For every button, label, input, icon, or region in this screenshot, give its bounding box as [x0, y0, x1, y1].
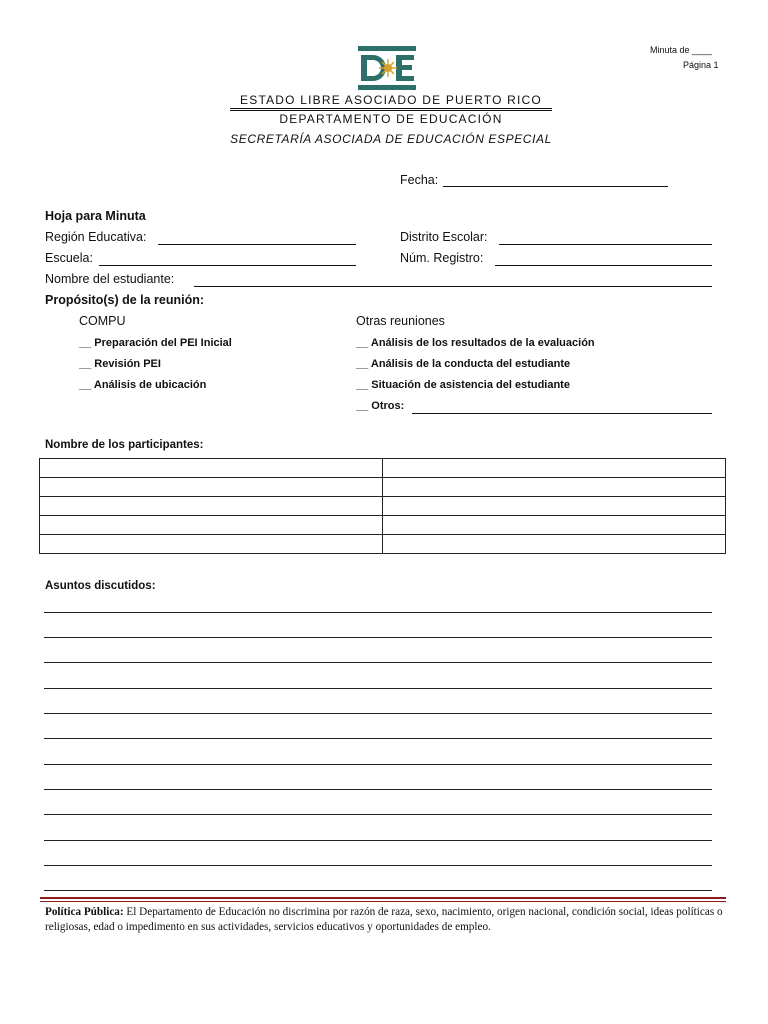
participant-cell[interactable] [383, 535, 726, 554]
header-secretaria: SECRETARÍA ASOCIADA DE EDUCACIÓN ESPECIAL [230, 132, 552, 146]
participant-cell[interactable] [383, 497, 726, 516]
registro-label: Núm. Registro: [400, 251, 484, 265]
page-number-label: Página 1 [683, 60, 719, 70]
asuntos-line[interactable] [44, 738, 712, 739]
escuela-label: Escuela: [45, 251, 93, 265]
participant-cell[interactable] [383, 516, 726, 535]
participants-table [39, 458, 726, 554]
asuntos-line[interactable] [44, 890, 712, 891]
fecha-label: Fecha: [400, 173, 439, 187]
table-row [40, 478, 726, 497]
participant-cell[interactable] [383, 478, 726, 497]
asuntos-line[interactable] [44, 713, 712, 714]
option-asistencia-estudiante[interactable]: __ Situación de asistencia del estudiante [356, 379, 570, 391]
otras-heading: Otras reuniones [356, 314, 445, 328]
escuela-field[interactable] [99, 265, 356, 266]
header-divider-2 [230, 110, 552, 111]
asuntos-line[interactable] [44, 612, 712, 613]
estudiante-field[interactable] [194, 286, 712, 287]
option-resultados-evaluacion[interactable]: __ Análisis de los resultados de la evaluación [356, 337, 595, 349]
asuntos-line[interactable] [44, 814, 712, 815]
footer-rule-thin [40, 901, 726, 902]
asuntos-line[interactable] [44, 789, 712, 790]
region-field[interactable] [158, 244, 356, 245]
fecha-field[interactable] [443, 186, 668, 187]
participant-cell[interactable] [40, 516, 383, 535]
table-row [40, 459, 726, 478]
registro-field[interactable] [495, 265, 712, 266]
option-pei-inicial[interactable]: __ Preparación del PEI Inicial [79, 337, 232, 349]
policy-statement [45, 905, 725, 935]
distrito-field[interactable] [499, 244, 712, 245]
participant-cell[interactable] [40, 478, 383, 497]
asuntos-line[interactable] [44, 662, 712, 663]
asuntos-line[interactable] [44, 637, 712, 638]
participant-cell[interactable] [40, 535, 383, 554]
compu-heading: COMPU [79, 314, 126, 328]
department-logo [358, 46, 416, 90]
participant-cell[interactable] [383, 459, 726, 478]
header-estado: ESTADO LIBRE ASOCIADO DE PUERTO RICO [240, 93, 542, 107]
option-otros[interactable]: __ Otros: [356, 400, 405, 412]
table-row [40, 535, 726, 554]
header-departamento: DEPARTAMENTO DE EDUCACIÓN [279, 112, 503, 126]
footer-rule [40, 897, 726, 899]
form-title: Hoja para Minuta [45, 209, 146, 223]
asuntos-line[interactable] [44, 865, 712, 866]
table-row [40, 516, 726, 535]
policy-text: El Departamento de Educación no discrimina por razón de raza, sexo, nacimiento, origen nacional, condición social, ideas políticas o religiosas, edad o impedimento en sus actividades, servicios educativos y oportunidades de empleo. [45, 906, 723, 933]
policy-title: Política Pública: [45, 906, 124, 918]
otros-field[interactable] [412, 413, 712, 414]
distrito-label: Distrito Escolar: [400, 230, 488, 244]
option-conducta-estudiante[interactable]: __ Análisis de la conducta del estudiante [356, 358, 571, 370]
region-label: Región Educativa: [45, 230, 147, 244]
header-divider [230, 108, 552, 109]
asuntos-line[interactable] [44, 688, 712, 689]
minuta-number-label: Minuta de ____ [650, 45, 713, 55]
option-revision-pei[interactable]: __ Revisión PEI [79, 358, 161, 370]
option-analisis-ubicacion[interactable]: __ Análisis de ubicación [79, 379, 207, 391]
proposito-label: Propósito(s) de la reunión: [45, 293, 205, 307]
asuntos-line[interactable] [44, 840, 712, 841]
participant-cell[interactable] [40, 459, 383, 478]
asuntos-label: Asuntos discutidos: [45, 580, 156, 592]
participant-cell[interactable] [40, 497, 383, 516]
participantes-label: Nombre de los participantes: [45, 439, 204, 451]
estudiante-label: Nombre del estudiante: [45, 272, 175, 286]
asuntos-line[interactable] [44, 764, 712, 765]
table-row [40, 497, 726, 516]
